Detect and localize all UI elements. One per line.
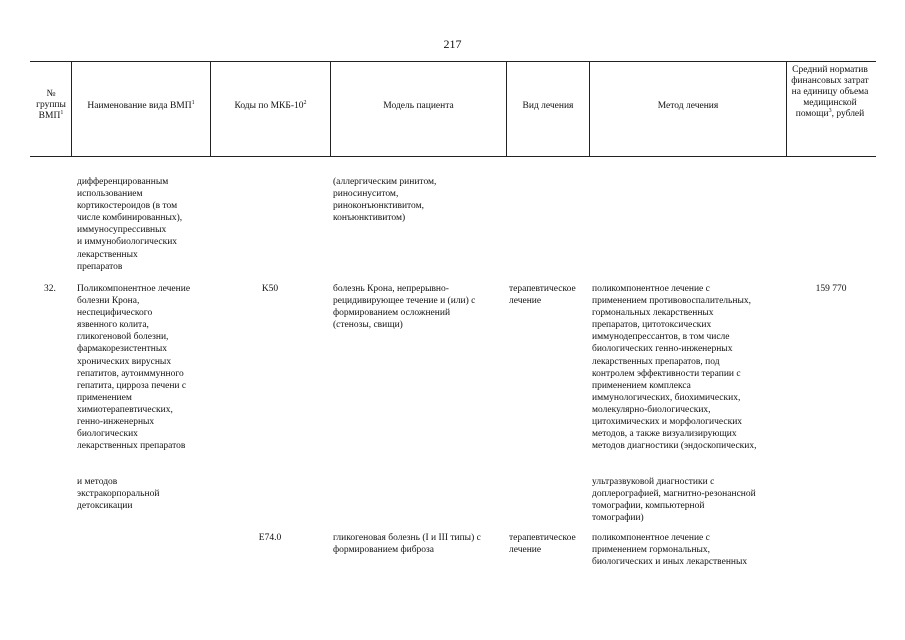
header-patient-model: Модель пациента (383, 101, 454, 111)
header-group-number: № группы ВМП$^1$ (36, 89, 66, 121)
row-vmp-name: Поликомпонентное лечение болезни Крона, неспецифического язвенного колита, гликогеновой болезни, фармакорезистентных хронических вирусных гепатитов, аутоиммунного гепатита, цирроза печени с применением химиотерапевтических, генно-инженерных биологических лекарственных препаратов (77, 284, 191, 452)
header-vmp-name: Наименование вида ВМП$^1$ (87, 99, 195, 111)
row-vmp-name: дифференцированным использованием кортикостероидов (в том числе комбинированных), иммуносупрессивных и иммунобиологических лекарственных препаратов (77, 177, 183, 272)
row-treatment-method: поликомпонентное лечение с применением противовоспалительных, гормональных лекарственных препаратов, цитотоксических иммунодепрессантов, в том числе биологических генно-инженерных лекарственных препаратов, под контролем эффективности терапии с применением комплекса иммунологических, биохимических, молекулярно-биологических, цитохимических и морфологических методов, а также визуализирующих методов диагностики (эндоскопических, (592, 284, 757, 452)
row-treatment-type: терапевтическое лечение (509, 284, 576, 307)
header-average-cost: Средний норматив финансовых затрат на единицу объема медицинской помощи$^3$, рублей (791, 65, 869, 119)
row-group-number: 32. (44, 284, 56, 294)
row-icd-code: E74.0 (258, 533, 282, 543)
row-treatment-type: терапевтическое лечение (509, 533, 576, 556)
header-treatment-type: Вид лечения (522, 101, 574, 111)
row-treatment-method: поликомпонентное лечение с применением гормональных, биологических и иных лекарственных (592, 533, 748, 568)
row-average-cost: 159 770 (815, 284, 847, 294)
row-treatment-method: ультразвуковой диагностики с доплерографией, магнитно-резонансной томографии, компьютерной томографии) (592, 477, 756, 524)
row-patient-model: болезнь Крона, непрерывно- рецидивирующее течение и (или) с формированием осложнений (стенозы, свищи) (333, 284, 476, 331)
table-header-bottom-border (30, 156, 876, 157)
row-patient-model: гликогеновая болезнь (I и III типы) с формированием фиброза (333, 533, 481, 556)
row-icd-code: K50 (261, 284, 279, 294)
row-vmp-name: и методов экстракорпоральной детоксикации (77, 477, 160, 512)
header-treatment-method: Метод лечения (657, 101, 719, 111)
header-icd-codes: Коды по МКБ-$10^2$ (234, 99, 307, 111)
table-top-border (30, 61, 876, 62)
row-patient-model: (аллергическим ринитом, риносинуситом, риноконъюнктивитом, конъюнктивитом) (333, 177, 437, 224)
page-number: 217 (443, 37, 462, 51)
